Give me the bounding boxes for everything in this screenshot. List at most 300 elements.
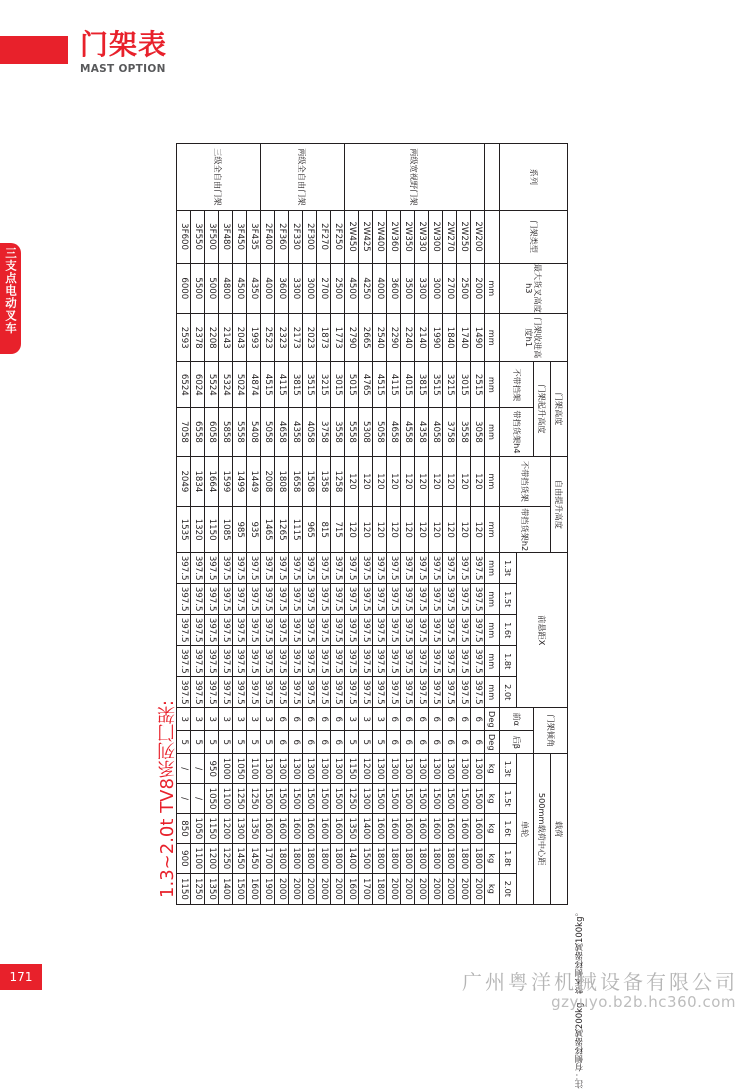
table-cell: 6 <box>317 708 331 731</box>
table-cell: 4000 <box>261 263 275 314</box>
table-cell: 5 <box>205 731 219 754</box>
table-cell: 120 <box>373 507 387 553</box>
header-overhang-1.5t: 1.5t <box>500 584 517 615</box>
table-cell: 3058 <box>471 408 485 456</box>
watermark-company: 广州粤洋机械设备有限公司 <box>462 970 738 994</box>
header-unit: Deg <box>485 731 500 754</box>
table-cell: 1800 <box>429 843 443 873</box>
side-category-tab[interactable] <box>0 243 21 354</box>
header-with-backrest-h4: 带挡货架h4 <box>500 408 534 456</box>
table-cell: 3015 <box>457 362 471 408</box>
table-cell: 1664 <box>205 456 219 507</box>
table-cell: 965 <box>303 507 317 553</box>
table-cell: 397.5 <box>191 646 205 677</box>
header-mast-type: 门架类型 <box>500 210 568 263</box>
table-cell: 1250 <box>233 784 247 814</box>
table-note: 注：有侧移器减200kg，整体侧移器减100kg。 <box>575 908 585 1089</box>
table-cell: 397.5 <box>233 553 247 584</box>
table-cell: 2W450 <box>345 210 359 263</box>
header-unit: kg <box>485 814 500 844</box>
table-cell: 2000 <box>401 873 415 904</box>
series-group-cell: 三级全自由门架 <box>177 144 261 211</box>
table-cell: 1100 <box>191 843 205 873</box>
table-cell: 3 <box>177 708 191 731</box>
table-cell: 2000 <box>387 873 401 904</box>
header-extended-height: 门架高度 <box>551 362 568 456</box>
table-cell: 397.5 <box>317 553 331 584</box>
table-cell: 397.5 <box>233 584 247 615</box>
table-cell: 6 <box>471 708 485 731</box>
table-cell: 1535 <box>177 507 191 553</box>
table-row <box>401 144 415 905</box>
table-cell: 1600 <box>429 814 443 844</box>
header-ext-lift-height: 门架起升高度 <box>534 362 551 456</box>
header-capacity-1.5t: 1.5t <box>500 784 517 814</box>
table-row <box>457 144 471 905</box>
mast-spec-table <box>176 143 568 905</box>
table-cell: 6 <box>443 731 457 754</box>
table-cell: 2049 <box>177 456 191 507</box>
table-cell: 2W350 <box>401 210 415 263</box>
table-cell: 397.5 <box>401 584 415 615</box>
table-cell: 5858 <box>219 408 233 456</box>
table-cell: 2143 <box>219 314 233 362</box>
table-cell: 5058 <box>261 408 275 456</box>
table-cell: 397.5 <box>471 553 485 584</box>
table-cell: 4115 <box>387 362 401 408</box>
table-cell: 397.5 <box>275 677 289 708</box>
table-cell: 397.5 <box>331 646 345 677</box>
table-row <box>345 144 359 905</box>
table-cell: 397.5 <box>345 584 359 615</box>
table-cell: 3 <box>219 708 233 731</box>
table-cell: 4500 <box>233 263 247 314</box>
table-cell: 397.5 <box>401 646 415 677</box>
table-cell: 2000 <box>471 873 485 904</box>
table-cell: 397.5 <box>415 646 429 677</box>
header-unit: kg <box>485 754 500 784</box>
table-cell: 120 <box>401 456 415 507</box>
table-cell: 2008 <box>261 456 275 507</box>
header-free-lift: 自由提升高度 <box>551 456 568 553</box>
table-cell: 1085 <box>219 507 233 553</box>
table-row <box>471 144 485 905</box>
table-cell: 6 <box>289 731 303 754</box>
table-cell: 1599 <box>219 456 233 507</box>
table-cell: 397.5 <box>317 584 331 615</box>
table-row <box>331 144 345 905</box>
table-cell: 1499 <box>233 456 247 507</box>
table-cell: 397.5 <box>177 677 191 708</box>
table-cell: 6 <box>331 731 345 754</box>
table-cell: 397.5 <box>457 553 471 584</box>
table-cell: 4800 <box>219 263 233 314</box>
table-cell: 397.5 <box>373 677 387 708</box>
table-cell: 397.5 <box>317 646 331 677</box>
table-cell: 1450 <box>233 843 247 873</box>
table-cell: 5 <box>247 731 261 754</box>
table-cell: 120 <box>345 456 359 507</box>
table-cell: 7058 <box>177 408 191 456</box>
table-cell: 120 <box>345 507 359 553</box>
table-cell: 397.5 <box>359 677 373 708</box>
table-cell: 397.5 <box>345 615 359 646</box>
header-unit: mm <box>485 677 500 708</box>
table-cell: 397.5 <box>429 646 443 677</box>
table-cell: 397.5 <box>331 584 345 615</box>
table-cell: 6 <box>457 731 471 754</box>
table-cell: 3815 <box>415 362 429 408</box>
table-cell: 1500 <box>303 784 317 814</box>
header-unit <box>485 210 500 263</box>
table-cell: 397.5 <box>359 615 373 646</box>
table-cell: 6 <box>275 708 289 731</box>
table-cell: 3F600 <box>177 210 191 263</box>
table-cell: 2F270 <box>317 210 331 263</box>
table-cell: 1400 <box>359 814 373 844</box>
table-row <box>275 144 289 905</box>
header-unit: mm <box>485 615 500 646</box>
table-cell: 397.5 <box>177 615 191 646</box>
table-cell: 5524 <box>205 362 219 408</box>
table-cell: 6 <box>303 731 317 754</box>
table-cell: 1800 <box>331 843 345 873</box>
table-cell: 2500 <box>331 263 345 314</box>
table-cell: 397.5 <box>359 553 373 584</box>
table-cell: 2W360 <box>387 210 401 263</box>
table-cell: 6024 <box>191 362 205 408</box>
table-cell: 2523 <box>261 314 275 362</box>
table-cell: 120 <box>429 456 443 507</box>
table-cell: 2000 <box>289 873 303 904</box>
table-cell: 397.5 <box>191 677 205 708</box>
table-cell: 6 <box>415 708 429 731</box>
table-cell: 5 <box>373 731 387 754</box>
table-row <box>289 144 303 905</box>
table-cell: 397.5 <box>401 677 415 708</box>
table-cell: 397.5 <box>345 646 359 677</box>
table-cell: 1700 <box>261 843 275 873</box>
table-cell: 5 <box>191 731 205 754</box>
table-cell: 4500 <box>345 263 359 314</box>
table-cell: 3300 <box>415 263 429 314</box>
table-cell: 1350 <box>205 873 219 904</box>
table-cell: / <box>191 784 205 814</box>
table-cell: 1358 <box>317 456 331 507</box>
table-cell: 6 <box>457 708 471 731</box>
table-cell: 397.5 <box>373 553 387 584</box>
header-unit: kg <box>485 843 500 873</box>
table-cell: 2000 <box>471 263 485 314</box>
table-cell: 1500 <box>471 784 485 814</box>
table-cell: 120 <box>471 507 485 553</box>
table-cell: 397.5 <box>275 615 289 646</box>
table-cell: 6524 <box>177 362 191 408</box>
table-cell: 397.5 <box>275 646 289 677</box>
table-cell: 397.5 <box>387 646 401 677</box>
table-cell: 3215 <box>443 362 457 408</box>
table-cell: 1300 <box>331 754 345 784</box>
table-cell: 397.5 <box>331 677 345 708</box>
table-cell: 397.5 <box>303 646 317 677</box>
table-cell: 397.5 <box>317 677 331 708</box>
table-cell: 120 <box>429 507 443 553</box>
header-unit: Deg <box>485 708 500 731</box>
table-cell: 397.5 <box>415 615 429 646</box>
header-capacity-1.6t: 1.6t <box>500 814 517 844</box>
table-cell: 1800 <box>373 843 387 873</box>
table-cell: 3000 <box>429 263 443 314</box>
header-free-with-backrest: 带挡货架h2 <box>500 507 551 553</box>
table-cell: 3F450 <box>233 210 247 263</box>
table-cell: 4515 <box>261 362 275 408</box>
table-cell: 6058 <box>205 408 219 456</box>
table-cell: 4658 <box>275 408 289 456</box>
table-cell: 6 <box>275 731 289 754</box>
table-row <box>191 144 205 905</box>
table-cell: 397.5 <box>401 553 415 584</box>
table-cell: 397.5 <box>289 584 303 615</box>
watermark-url: gzyuyo.b2b.hc360.com <box>551 993 736 1011</box>
table-cell: 1900 <box>261 873 275 904</box>
table-cell: 4015 <box>401 362 415 408</box>
table-cell: 2F250 <box>331 210 345 263</box>
table-cell: 2W330 <box>415 210 429 263</box>
page-title: 门架表 <box>80 28 168 61</box>
header-unit: mm <box>485 263 500 314</box>
table-cell: 397.5 <box>191 553 205 584</box>
table-cell: 3558 <box>331 408 345 456</box>
table-cell: 397.5 <box>429 584 443 615</box>
table-cell: 397.5 <box>471 615 485 646</box>
table-cell: 1658 <box>289 456 303 507</box>
table-cell: 1500 <box>443 784 457 814</box>
table-cell: 397.5 <box>359 584 373 615</box>
table-cell: 1300 <box>275 754 289 784</box>
table-cell: 397.5 <box>247 615 261 646</box>
header-series: 系列 <box>500 144 568 211</box>
table-cell: 120 <box>387 507 401 553</box>
header-overhang: 前悬距X <box>517 553 568 708</box>
table-cell: 397.5 <box>415 584 429 615</box>
table-cell: 6 <box>429 708 443 731</box>
table-cell: 1350 <box>247 814 261 844</box>
table-cell: 4765 <box>359 362 373 408</box>
table-cell: 1300 <box>317 754 331 784</box>
table-cell: 1300 <box>387 754 401 784</box>
table-cell: 397.5 <box>429 553 443 584</box>
table-cell: 3F550 <box>191 210 205 263</box>
table-cell: 1300 <box>457 754 471 784</box>
table-cell: 1800 <box>457 843 471 873</box>
table-cell: 2W250 <box>457 210 471 263</box>
table-cell: 397.5 <box>303 584 317 615</box>
table-cell: 1600 <box>345 873 359 904</box>
table-cell: 6 <box>289 708 303 731</box>
table-cell: 1490 <box>471 314 485 362</box>
table-cell: 1834 <box>191 456 205 507</box>
table-cell: 397.5 <box>261 615 275 646</box>
table-cell: 2323 <box>275 314 289 362</box>
table-cell: 397.5 <box>345 677 359 708</box>
table-cell: / <box>191 754 205 784</box>
table-cell: 1250 <box>247 784 261 814</box>
table-cell: 2F360 <box>275 210 289 263</box>
table-cell: 6 <box>331 708 345 731</box>
table-cell: 3000 <box>303 263 317 314</box>
series-group-cell: 两级全自由门架 <box>261 144 345 211</box>
table-cell: 2540 <box>373 314 387 362</box>
table-cell: 3 <box>359 708 373 731</box>
table-cell: 397.5 <box>261 553 275 584</box>
header-tilt-rear: 后β <box>500 731 534 754</box>
table-cell: 1150 <box>345 754 359 784</box>
table-cell: 6000 <box>177 263 191 314</box>
table-cell: 1990 <box>429 314 443 362</box>
table-cell: 1840 <box>443 314 457 362</box>
table-cell: 1115 <box>289 507 303 553</box>
table-cell: 397.5 <box>443 615 457 646</box>
table-cell: 3515 <box>303 362 317 408</box>
table-cell: 900 <box>177 843 191 873</box>
table-cell: 1450 <box>247 843 261 873</box>
table-cell: 1600 <box>443 814 457 844</box>
table-cell: 5 <box>261 731 275 754</box>
table-cell: 5308 <box>359 408 373 456</box>
table-cell: 1800 <box>443 843 457 873</box>
table-cell: 1773 <box>331 314 345 362</box>
table-cell: 397.5 <box>247 553 261 584</box>
table-cell: 397.5 <box>303 677 317 708</box>
table-cell: 3500 <box>401 263 415 314</box>
table-cell: 397.5 <box>275 584 289 615</box>
table-cell: 397.5 <box>457 677 471 708</box>
table-cell: 3 <box>205 708 219 731</box>
table-cell: 2700 <box>317 263 331 314</box>
table-cell: 5 <box>359 731 373 754</box>
table-cell: 1300 <box>443 754 457 784</box>
table-cell: 397.5 <box>471 677 485 708</box>
table-cell: 397.5 <box>289 677 303 708</box>
table-cell: 6558 <box>191 408 205 456</box>
header-unit: mm <box>485 646 500 677</box>
table-cell: 1265 <box>275 507 289 553</box>
table-cell: 397.5 <box>261 677 275 708</box>
table-cell: 2F300 <box>303 210 317 263</box>
table-cell: 1250 <box>191 873 205 904</box>
table-cell: 5500 <box>191 263 205 314</box>
table-cell: 1600 <box>387 814 401 844</box>
table-cell: 1500 <box>233 873 247 904</box>
table-cell: 397.5 <box>289 553 303 584</box>
table-row <box>443 144 457 905</box>
table-cell: 3600 <box>275 263 289 314</box>
table-cell: 397.5 <box>233 615 247 646</box>
table-body <box>177 144 485 905</box>
table-cell: 3 <box>373 708 387 731</box>
table-cell: 1600 <box>373 814 387 844</box>
header-unit: mm <box>485 456 500 507</box>
table-cell: 1050 <box>191 814 205 844</box>
table-cell: 4250 <box>359 263 373 314</box>
table-cell: 397.5 <box>317 615 331 646</box>
table-cell: 2500 <box>457 263 471 314</box>
table-cell: 4000 <box>373 263 387 314</box>
table-cell: 397.5 <box>219 677 233 708</box>
table-cell: 1800 <box>303 843 317 873</box>
table-cell: 1600 <box>415 814 429 844</box>
table-cell: 397.5 <box>443 584 457 615</box>
table-cell: 1300 <box>401 754 415 784</box>
table-cell: 120 <box>401 507 415 553</box>
table-cell: 2000 <box>317 873 331 904</box>
table-cell: 397.5 <box>373 584 387 615</box>
table-cell: 985 <box>233 507 247 553</box>
table-cell: 1500 <box>457 784 471 814</box>
table-cell: 3815 <box>289 362 303 408</box>
table-cell: 6 <box>401 731 415 754</box>
table-row <box>219 144 233 905</box>
table-cell: 4058 <box>303 408 317 456</box>
table-cell: 5000 <box>205 263 219 314</box>
table-cell: 397.5 <box>415 553 429 584</box>
table-cell: 397.5 <box>373 646 387 677</box>
table-cell: 120 <box>443 507 457 553</box>
table-row <box>359 144 373 905</box>
header-overhang-1.8t: 1.8t <box>500 646 517 677</box>
table-cell: 3300 <box>289 263 303 314</box>
header-overhang-2.0t: 2.0t <box>500 677 517 708</box>
table-cell: 3 <box>191 708 205 731</box>
header-unit: kg <box>485 873 500 904</box>
table-cell: 1050 <box>205 784 219 814</box>
table-cell: 1800 <box>289 843 303 873</box>
table-cell: 397.5 <box>205 553 219 584</box>
table-cell: 1500 <box>317 784 331 814</box>
table-cell: 3758 <box>317 408 331 456</box>
table-cell: 3215 <box>317 362 331 408</box>
table-cell: 1808 <box>275 456 289 507</box>
header-capacity-1.8t: 1.8t <box>500 843 517 873</box>
table-cell: 3515 <box>429 362 443 408</box>
table-cell: 1050 <box>233 754 247 784</box>
table-row <box>233 144 247 905</box>
table-cell: 1250 <box>219 843 233 873</box>
table-row <box>177 144 191 905</box>
table-cell: 1300 <box>289 754 303 784</box>
table-cell: 1300 <box>373 754 387 784</box>
table-cell: 5324 <box>219 362 233 408</box>
table-cell: 1873 <box>317 314 331 362</box>
table-cell: 1600 <box>275 814 289 844</box>
table-cell: 4558 <box>401 408 415 456</box>
table-cell: 950 <box>205 754 219 784</box>
table-cell: 397.5 <box>373 615 387 646</box>
table-cell: 120 <box>457 507 471 553</box>
table-cell: 120 <box>387 456 401 507</box>
table-cell: 1320 <box>191 507 205 553</box>
table-cell: 2000 <box>331 873 345 904</box>
table-cell: 1200 <box>205 843 219 873</box>
table-cell: 120 <box>373 456 387 507</box>
table-cell: 397.5 <box>205 584 219 615</box>
table-cell: 1300 <box>233 814 247 844</box>
table-cell: 1800 <box>275 843 289 873</box>
table-cell: 1300 <box>303 754 317 784</box>
table-row <box>247 144 261 905</box>
table-cell: 397.5 <box>177 584 191 615</box>
table-cell: 2515 <box>471 362 485 408</box>
